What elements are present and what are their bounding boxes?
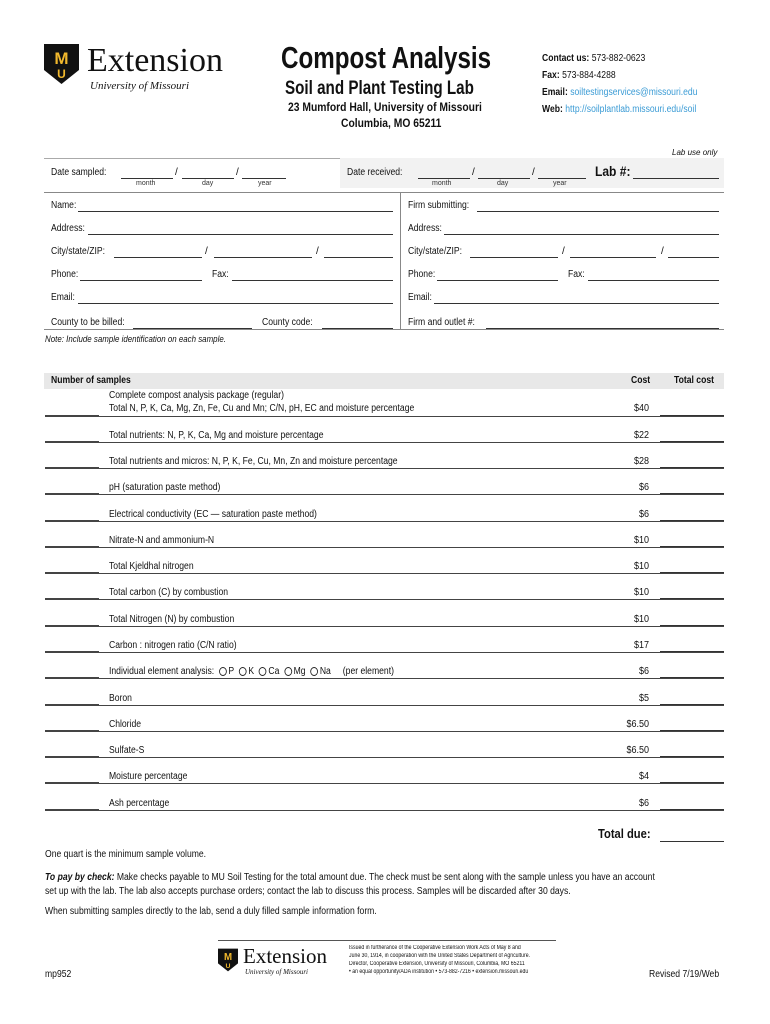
test-name: Total carbon (C) by combustion: [109, 587, 229, 598]
footer-logo-text: Extension: [243, 944, 327, 968]
test-cost: $4: [638, 771, 649, 782]
logo-extension-text: Extension: [87, 42, 223, 79]
test-cost: $10: [633, 614, 649, 625]
test-name: Total nutrients and micros: N, P, K, Fe, Cu, Mn, Zn and moisture percentage: [109, 456, 398, 467]
row-total-field[interactable]: [660, 704, 724, 705]
day-hint: day: [497, 180, 509, 187]
table-row: [45, 416, 724, 417]
element-label: Mg: [293, 666, 306, 677]
disclaimer-line: Director, Cooperative Extension, University of Missouri, Columbia, MO 65211: [349, 961, 525, 967]
date-received-label: Date received:: [347, 167, 403, 178]
row-total-field[interactable]: [660, 520, 724, 521]
test-name: Sulfate-S: [109, 745, 145, 756]
element-checkbox-mg[interactable]: [284, 667, 292, 676]
test-cost: $10: [633, 535, 649, 546]
table-row: [45, 731, 724, 732]
min-volume-note: One quart is the minimum sample volume.: [45, 849, 207, 860]
year-hint: year: [553, 180, 567, 187]
email-field-label: Email:: [51, 292, 75, 303]
footer-logo-sub: University of Missouri: [245, 968, 308, 976]
address-field-label: Address:: [51, 223, 85, 234]
table-row: [45, 652, 724, 653]
table-row: [45, 442, 724, 443]
date-sampled-label: Date sampled:: [51, 167, 107, 178]
month-hint: month: [432, 180, 452, 187]
slash: /: [661, 246, 664, 257]
slash: /: [175, 167, 178, 178]
table-row: [45, 705, 724, 706]
test-name: Moisture percentage: [109, 771, 188, 782]
test-cost: $5: [638, 693, 649, 704]
phone-field-label: Phone:: [51, 269, 79, 280]
test-cost: $6.50: [626, 719, 649, 730]
name-field-label: Name:: [51, 200, 77, 211]
test-detail: Total N, P, K, Ca, Mg, Zn, Fe, Cu and Mn; C/N, pH, EC and moisture percentage: [109, 403, 415, 414]
svg-text:M: M: [223, 952, 233, 963]
page-subtitle: Soil and Plant Testing Lab: [285, 78, 474, 99]
mu-shield-icon: [44, 44, 79, 84]
row-total-field[interactable]: [660, 598, 724, 599]
test-name: Complete compost analysis package (regular): [109, 390, 284, 401]
test-name: pH (saturation paste method): [109, 482, 221, 493]
disclaimer-line: • an equal opportunity/ADA institution • 573-882-7216 • extension.missouri.edu: [349, 969, 529, 975]
table-row: [45, 757, 724, 758]
firm-email-field[interactable]: [434, 303, 719, 304]
test-cost: $6.50: [626, 745, 649, 756]
year-hint: year: [258, 180, 272, 187]
table-row: [45, 494, 724, 495]
date-received-year[interactable]: [538, 178, 586, 179]
row-total-field[interactable]: [660, 493, 724, 494]
test-cost: $6: [638, 798, 649, 809]
col-number-samples: Number of samples: [51, 375, 131, 386]
contact-fax: Fax: 573-884-4288: [542, 70, 616, 81]
name-field[interactable]: [78, 211, 393, 212]
email-field[interactable]: [78, 303, 393, 304]
date-sampled-year[interactable]: [242, 178, 286, 179]
county-billed-field-label: County to be billed:: [51, 317, 125, 328]
footer-logo: [218, 948, 238, 972]
svg-text:M: M: [54, 49, 69, 68]
lab-address-line1: 23 Mumford Hall, University of Missouri: [288, 100, 482, 114]
slash: /: [316, 246, 319, 257]
date-sampled-day[interactable]: [182, 178, 234, 179]
test-name: Total Nitrogen (N) by combustion: [109, 614, 235, 625]
element-checkbox-p[interactable]: [219, 667, 227, 676]
form-code: mp952: [45, 969, 72, 980]
contact-phone: Contact us: 573-882-0623: [542, 53, 646, 64]
slash: /: [205, 246, 208, 257]
revised-date: Revised 7/19/Web: [649, 969, 720, 980]
payment-note: To pay by check: Make checks payable to MU Soil Testing for the total amount due. The check must be sent along with the sample unless you have an account: [45, 872, 655, 883]
test-cost: $6: [638, 509, 649, 520]
element-label: K: [248, 666, 255, 677]
disclaimer-line: Issued in furtherance of the Cooperative Extension Work Acts of May 8 and: [349, 945, 521, 951]
table-row: [45, 810, 724, 811]
row-total-field[interactable]: [660, 625, 724, 626]
payment-note-2: set up with the lab. The lab also accepts purchase orders; contact the lab to discuss this process. Samples will be discarded after 30 days.: [45, 886, 571, 897]
web-link[interactable]: http://soilplantlab.missouri.edu/soil: [565, 104, 697, 115]
firm-address-field-label: Address:: [408, 223, 442, 234]
test-name: Ash percentage: [109, 798, 170, 809]
test-name: Total Kjeldhal nitrogen: [109, 561, 194, 572]
table-row: [45, 521, 724, 522]
col-total-cost: Total cost: [674, 375, 714, 386]
test-cost: $10: [633, 587, 649, 598]
test-cost: $40: [633, 403, 649, 414]
slash: /: [236, 167, 239, 178]
row-total-field[interactable]: [660, 415, 724, 416]
submit-note: When submitting samples directly to the lab, send a duly filled sample information form.: [45, 906, 377, 917]
test-name: Total nutrients: N, P, K, Ca, Mg and moisture percentage: [109, 430, 324, 441]
city-state-zip-field[interactable]: [114, 257, 202, 258]
element-checkbox-k[interactable]: [239, 667, 247, 676]
disclaimer-line: June 30, 1914, in cooperation with the United States Department of Agriculture.: [349, 953, 531, 959]
test-cost: $28: [633, 456, 649, 467]
row-total-field[interactable]: [660, 441, 724, 442]
svg-text:U: U: [225, 963, 231, 970]
row-total-field[interactable]: [660, 651, 724, 652]
firm-city-state-zip-field-label: City/state/ZIP:: [408, 246, 463, 257]
month-hint: month: [136, 180, 156, 187]
date-received-month[interactable]: [418, 178, 470, 179]
lab-address-line2: Columbia, MO 65211: [341, 116, 442, 130]
table-row: [45, 599, 724, 600]
total-due-field[interactable]: [660, 841, 724, 842]
firm-address-field[interactable]: [444, 234, 719, 235]
logo-university-text: University of Missouri: [90, 80, 189, 92]
table-row: [45, 468, 724, 469]
row-total-field[interactable]: [660, 756, 724, 757]
test-name: Carbon : nitrogen ratio (C/N ratio): [109, 640, 237, 651]
county-code-label: County code:: [262, 317, 313, 328]
table-row: [45, 573, 724, 574]
lab-number-label: Lab #:: [595, 163, 631, 179]
column-divider: [400, 193, 401, 330]
element-label: P: [228, 666, 235, 677]
firm-submitting-field[interactable]: [477, 211, 719, 212]
address-field[interactable]: [88, 234, 393, 235]
date-sampled-month[interactable]: [121, 178, 173, 179]
firm-city-state-zip-field[interactable]: [570, 257, 656, 258]
firm-submitting-field-label: Firm submitting:: [408, 200, 470, 211]
element-label: Ca: [268, 666, 280, 677]
slash: /: [472, 167, 475, 178]
lab-use-label: Lab use only: [672, 148, 718, 157]
fax-field-label: Fax:: [212, 269, 229, 280]
contact-web: Web: http://soilplantlab.missouri.edu/soil: [542, 104, 697, 115]
element-checkbox-ca[interactable]: [259, 667, 267, 676]
row-total-field[interactable]: [660, 809, 724, 810]
email-link[interactable]: soiltestingservices@missouri.edu: [570, 87, 698, 98]
element-label: Na: [319, 666, 331, 677]
col-cost: Cost: [631, 375, 651, 386]
table-row: [45, 626, 724, 627]
firm-fax-field[interactable]: [588, 280, 719, 281]
element-checkbox-na[interactable]: [310, 667, 318, 676]
slash: /: [532, 167, 535, 178]
row-total-field[interactable]: [660, 677, 724, 678]
test-name: Nitrate-N and ammonium-N: [109, 535, 215, 546]
total-due-label: Total due:: [598, 826, 651, 841]
fax-field[interactable]: [232, 280, 393, 281]
test-cost: $6: [638, 482, 649, 493]
firm-outlet-field-label: Firm and outlet #:: [408, 317, 475, 328]
firm-phone-field-label: Phone:: [408, 269, 436, 280]
date-received-day[interactable]: [478, 178, 530, 179]
footer-disclaimer: [349, 944, 559, 976]
svg-text:U: U: [57, 67, 66, 81]
page-title: Compost Analysis: [281, 40, 492, 75]
slash: /: [562, 246, 565, 257]
test-name: Chloride: [109, 719, 142, 730]
city-state-zip-field-label: City/state/ZIP:: [51, 246, 106, 257]
test-cost: $17: [633, 640, 649, 651]
contact-email: Email: soiltestingservices@missouri.edu: [542, 87, 698, 98]
test-cost: $6: [638, 666, 649, 677]
table-header-bg: [44, 373, 724, 389]
row-total-field[interactable]: [660, 546, 724, 547]
city-state-zip-field[interactable]: [324, 257, 393, 258]
city-state-zip-field[interactable]: [214, 257, 312, 258]
row-total-field[interactable]: [660, 467, 724, 468]
row-total-field[interactable]: [660, 782, 724, 783]
test-cost: $22: [633, 430, 649, 441]
firm-email-field-label: Email:: [408, 292, 432, 303]
sample-note: Note: Include sample identification on each sample.: [45, 334, 226, 344]
firm-city-state-zip-field[interactable]: [470, 257, 558, 258]
row-total-field[interactable]: [660, 572, 724, 573]
firm-city-state-zip-field[interactable]: [668, 257, 719, 258]
test-cost: $10: [633, 561, 649, 572]
phone-field[interactable]: [80, 280, 202, 281]
table-row: [45, 678, 724, 679]
mu-logo: [44, 44, 79, 84]
row-total-field[interactable]: [660, 730, 724, 731]
table-row: [45, 547, 724, 548]
lab-number-field[interactable]: [633, 178, 719, 179]
test-name: Electrical conductivity (EC — saturation paste method): [109, 509, 317, 520]
section-bottom-rule: [44, 329, 724, 330]
table-row: [45, 783, 724, 784]
test-name: Boron: [109, 693, 132, 704]
firm-phone-field[interactable]: [437, 280, 558, 281]
mu-shield-icon: [218, 948, 238, 972]
test-name: Individual element analysis: P K Ca Mg Na (per element): [109, 666, 394, 677]
day-hint: day: [202, 180, 214, 187]
firm-fax-field-label: Fax:: [568, 269, 585, 280]
